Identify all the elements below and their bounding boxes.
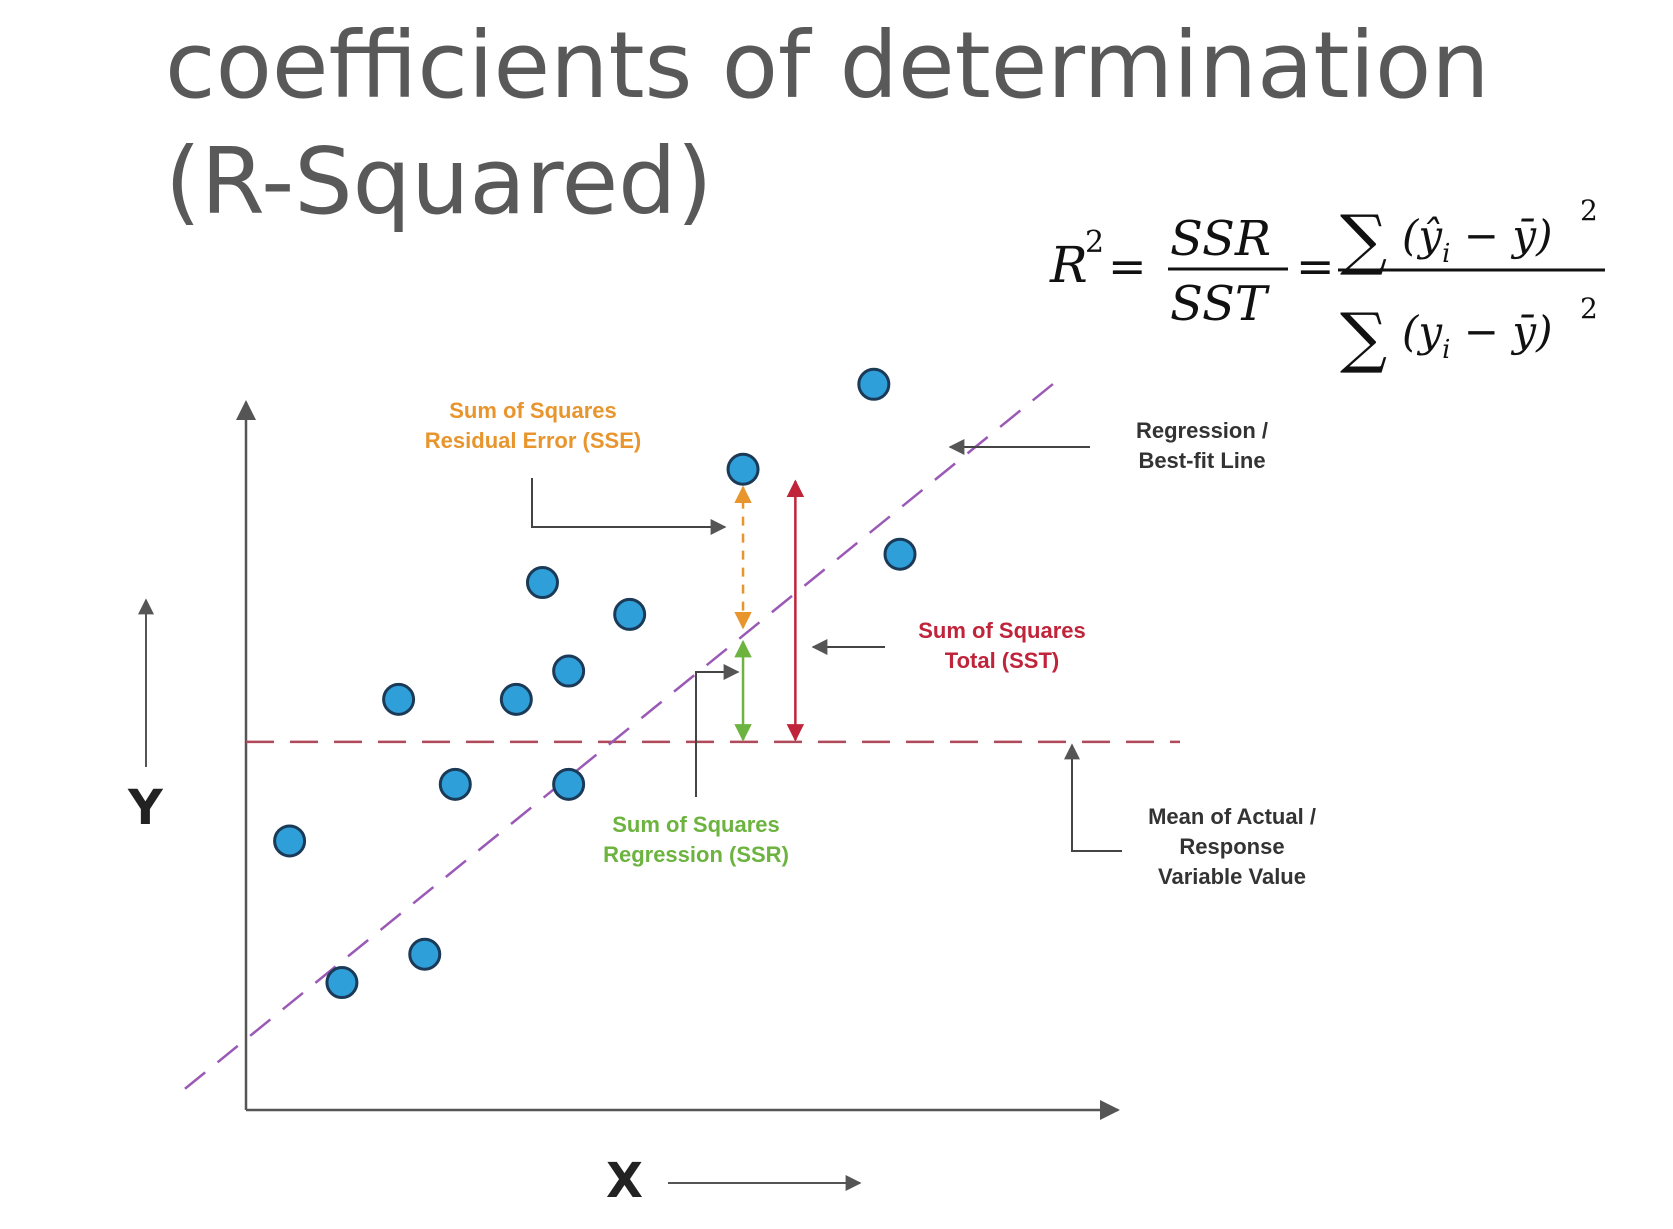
mean-label-line-2: Response	[1179, 834, 1285, 859]
sse-label-line-2: Residual Error (SSE)	[424, 428, 642, 453]
numerator-sup: 2	[1580, 194, 1598, 227]
regline-label-line-1: Regression /	[1135, 418, 1269, 443]
data-point-6	[501, 684, 531, 714]
data-point-13	[885, 539, 915, 569]
regline-label-line-2: Best-fit Line	[1138, 448, 1266, 473]
sst-label-line-2: Total (SST)	[944, 648, 1060, 673]
data-point-3	[384, 684, 414, 714]
denominator-sup: 2	[1580, 292, 1598, 325]
formula-lhs: R	[1050, 236, 1088, 294]
data-point-9	[554, 769, 584, 799]
title-line-2: (R-Squared)	[165, 128, 713, 235]
title-line-1: coefficients of determination	[165, 12, 1490, 119]
formula-sst: SST	[1170, 276, 1267, 332]
denominator-expr: ($y_i$ − ȳ)	[1402, 307, 1553, 365]
data-point-11	[728, 454, 758, 484]
data-point-12	[859, 369, 889, 399]
mean-label-line-1: Mean of Actual /	[1148, 804, 1316, 829]
formula-lhs-sup: 2	[1085, 225, 1105, 260]
data-point-7	[527, 568, 557, 598]
mean-label-line-3: Variable Value	[1158, 864, 1306, 889]
ssr-pointer	[696, 672, 738, 797]
formula-ssr: SSR	[1170, 211, 1272, 267]
ssr-label-line-2: Regression (SSR)	[603, 842, 789, 867]
data-point-2	[327, 968, 357, 998]
sse-label-line-1: Sum of Squares	[449, 398, 617, 423]
numerator-sum-icon: ∑	[1340, 201, 1388, 278]
data-point-8	[554, 656, 584, 686]
sse-pointer	[532, 478, 725, 527]
data-point-10	[615, 599, 645, 629]
sst-label-line-1: Sum of Squares	[918, 618, 1086, 643]
numerator-expr: ($ŷ_i$ − ȳ)	[1402, 211, 1553, 269]
denominator-sum-icon: ∑	[1340, 299, 1388, 376]
x-axis-label: X	[606, 1153, 644, 1209]
formula-eq-2: =	[1296, 239, 1335, 293]
formula-eq-1: =	[1108, 239, 1147, 293]
ssr-label-line-1: Sum of Squares	[612, 812, 780, 837]
data-point-5	[440, 769, 470, 799]
data-points	[275, 369, 915, 997]
data-point-1	[275, 826, 305, 856]
data-point-4	[410, 939, 440, 969]
y-axis-label: Y	[128, 780, 163, 836]
mean-pointer	[1072, 745, 1122, 851]
regression-line	[185, 381, 1060, 1089]
